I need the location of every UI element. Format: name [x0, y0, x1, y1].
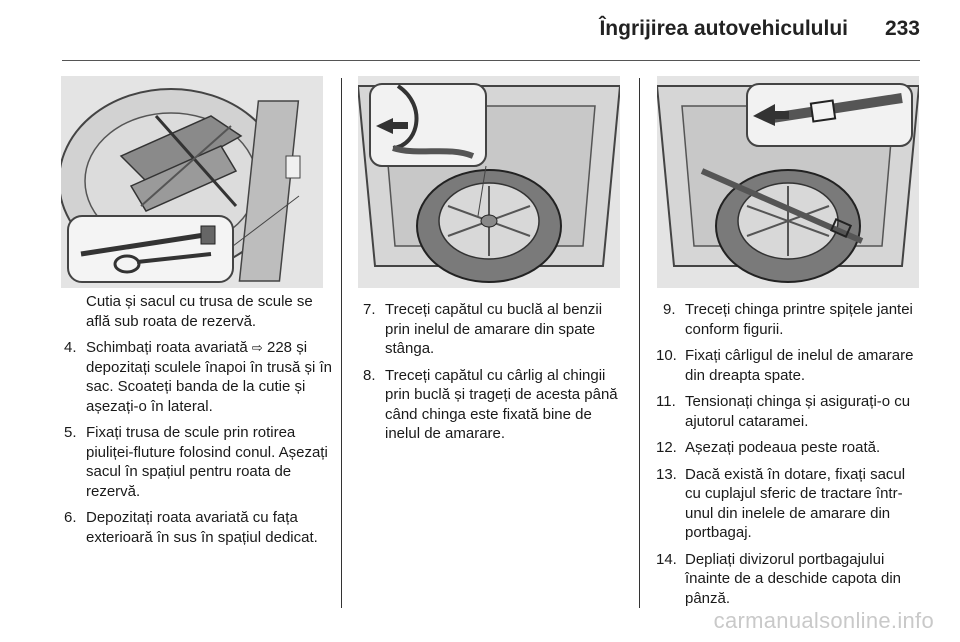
step-13 [656, 465, 922, 543]
step-number: 8. [363, 366, 376, 384]
step-text: Treceți capătul cu buclă al benzii prin inelul de amarare din spate stânga. [385, 301, 603, 357]
step-6 [64, 508, 339, 547]
step-text-continued: 228 și depozitați sculele înapoi în trusă și în sac. Scoateți banda de la cutie și așezați-o în lateral. [86, 339, 332, 415]
step-number: 9. [663, 301, 676, 318]
intro-paragraph: Cutia și sacul cu trusa de scule se află sub roata de rezervă. [86, 293, 313, 330]
page-number: 233 [884, 17, 920, 40]
column-2-text [363, 300, 625, 451]
step-number: 6. [64, 509, 77, 526]
cross-reference-arrow-icon: ⇨ [251, 340, 263, 355]
step-number: 10. [656, 347, 677, 364]
step-text: Așezați podeaua peste roată. [685, 439, 881, 456]
header-divider [62, 60, 920, 61]
step-9 [656, 300, 922, 339]
step-text: Treceți capătul cu cârlig al chingii prin buclă și trageți de acesta până când chinga este fixată bine de inelul de amarare. [385, 366, 618, 442]
step-text: Treceți chinga printre spițele jantei conform figurii. [685, 301, 913, 338]
column-divider-left [341, 78, 342, 608]
strap-loop-illustration [358, 76, 620, 288]
step-10 [656, 346, 922, 385]
watermark: carmanualsonline.info [713, 608, 934, 633]
figure-spare-wheel-tools [61, 76, 323, 288]
step-8 [363, 366, 625, 444]
page-header [0, 0, 960, 62]
step-number: 13. [656, 465, 677, 483]
jack-and-wrench-illustration [61, 76, 323, 288]
step-7 [363, 300, 625, 359]
step-text: Fixați trusa de scule prin rotirea piuliței-fluture folosind conul. Așezați sacul în spațiul pentru roata de rezervă. [86, 424, 328, 500]
step-11 [656, 392, 922, 431]
step-number: 14. [656, 550, 677, 568]
step-5 [64, 423, 339, 501]
step-text: Depliați divizorul portbagajului înainte de a deschide capota din pânză. [685, 550, 901, 607]
strap-tension-illustration [657, 76, 919, 288]
step-number: 11. [656, 393, 676, 410]
step-number: 12. [656, 439, 677, 456]
column-3-text [656, 300, 922, 615]
step-number: 5. [64, 424, 77, 441]
section-title: Îngrijirea autovehiculului [599, 17, 848, 40]
figure-strap-loop [358, 76, 620, 288]
figure-strap-tension [657, 76, 919, 288]
step-text: Schimbați roata avariată [86, 339, 252, 356]
step-text: Depozitați roata avariată cu fața exterioară în sus în spațiul dedicat. [86, 509, 318, 546]
column-1-text [64, 292, 339, 554]
step-14 [656, 550, 922, 609]
step-text: Dacă există în dotare, fixați sacul cu cuplajul sferic de tractare într-unul din inelele de amarare din portbagaj. [685, 465, 906, 541]
step-number: 7. [363, 301, 376, 318]
column-divider-right [639, 78, 640, 608]
step-4 [64, 338, 339, 416]
step-text: Fixați cârligul de inelul de amarare din dreapta spate. [685, 347, 914, 384]
step-12 [656, 438, 922, 458]
step-text: Tensionați chinga și asigurați-o cu ajutorul cataramei. [685, 393, 911, 430]
step-number: 4. [64, 339, 77, 356]
